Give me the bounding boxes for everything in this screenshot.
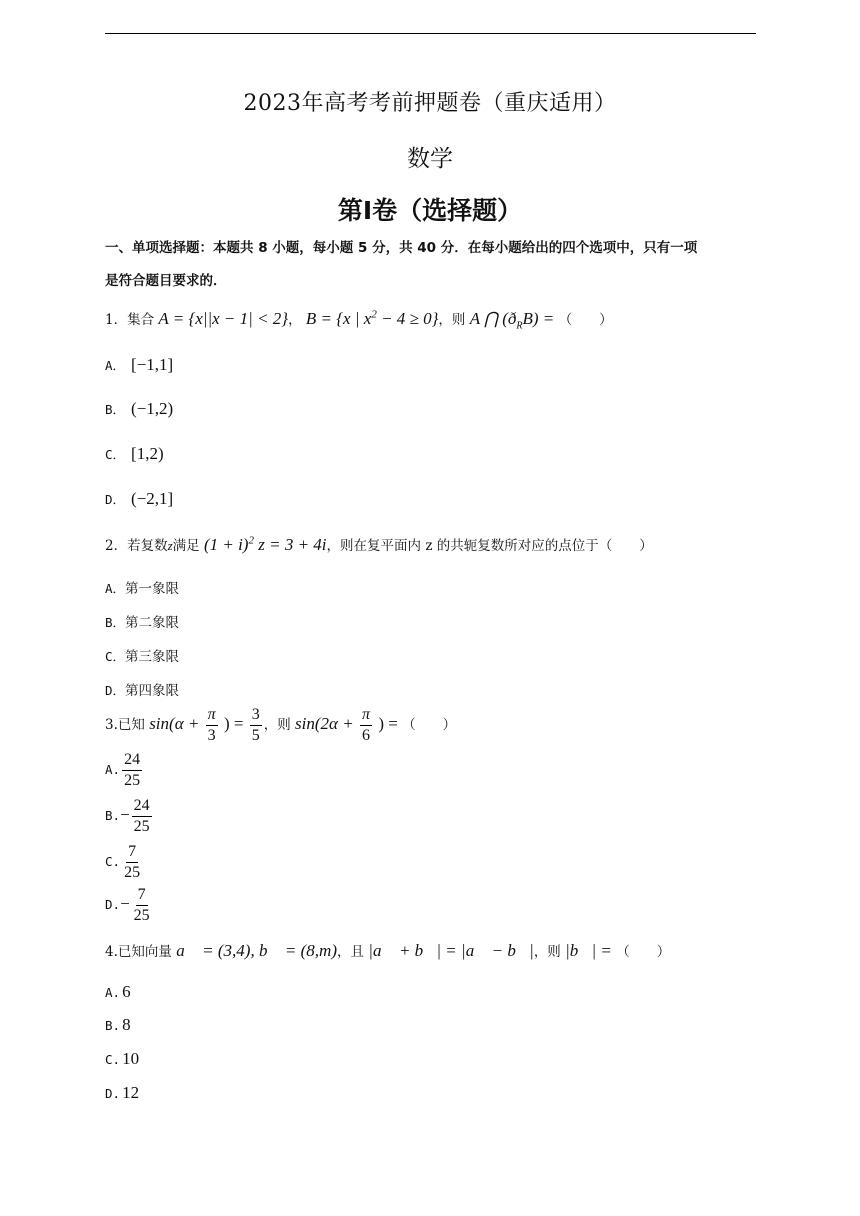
q3-answer-paren: （ ） [402, 717, 457, 733]
question-3 [105, 705, 456, 746]
question-2 [105, 534, 653, 555]
instructions-line1: 一、单项选择题：本题共 8 小题，每小题 5 分，共 40 分．在每小题给出的四个选项中，只有一项 [105, 240, 698, 256]
q2-expression: $(1 + i)^2$ z = 3 + 4i [203, 534, 327, 554]
q3-option-c: C. $\frac{7}{25}$ [105, 843, 141, 881]
q4-option-d: D. 12 [105, 1083, 140, 1102]
q4-option-b: B. 8 [105, 1015, 131, 1034]
q4-and: ，且 [337, 944, 364, 960]
instructions-line2: 是符合题目要求的． [105, 273, 227, 289]
q1-comma: ， [288, 312, 302, 328]
q4-option-c: C. 10 [105, 1049, 140, 1068]
exam-title: 2023年高考考前押题卷（重庆适用） [243, 91, 617, 116]
q3-sin-right: sin(2α + [295, 714, 354, 733]
q3-fraction-3-5: $\frac{3}{5}$ [251, 706, 260, 744]
q4-vectors: a⃗ = (3,4), b⃗ = (8,m) [176, 941, 337, 960]
q2-option-a: A．第一象限 [105, 581, 180, 597]
q1-number: 1． [105, 312, 128, 328]
q3-sin-left: sin(α + [149, 714, 200, 733]
q2-option-b: B．第二象限 [105, 615, 180, 631]
q1-lead: 集合 [127, 312, 155, 328]
section-title: 第Ⅰ卷（选择题） [337, 196, 523, 225]
q3-option-b: B.− $\frac{24}{25}$ [105, 797, 150, 835]
q4-ask: |b⃗| = [565, 941, 612, 960]
q1-option-b: B． (−1,2) [105, 399, 174, 418]
q3-option-a: A. $\frac{24}{25}$ [105, 751, 141, 789]
q1-option-a: A． [−1,1] [105, 355, 174, 374]
q3-equals-2: ) = [378, 714, 398, 733]
q4-lead: 已知向量 [117, 944, 172, 960]
header-rule [105, 33, 756, 34]
q2-lead: 若复数 [127, 538, 168, 554]
q4-condition: |a⃗ + b⃗| = |a⃗ − b⃗| [368, 941, 534, 960]
q3-number: 3. [105, 717, 118, 733]
q1-set-a: A = {x||x − 1| < 2} [158, 309, 289, 328]
q2-option-c: C．第三象限 [105, 649, 180, 665]
question-1 [105, 308, 613, 331]
q3-pi-over-6: $\frac{\pi}{6}$ [362, 706, 371, 744]
q1-then: ，则 [438, 312, 466, 328]
q1-answer-paren: （ ） [558, 312, 613, 328]
q4-number: 4. [105, 944, 118, 960]
q2-option-d: D．第四象限 [105, 683, 180, 699]
q4-answer-paren: （ ） [616, 944, 671, 960]
q3-pi-over-3: $\frac{\pi}{3}$ [207, 706, 216, 744]
question-4 [105, 940, 670, 961]
q4-then: ，则 [533, 944, 561, 960]
instructions [105, 232, 755, 298]
q1-option-d: D． (−2,1] [105, 489, 174, 508]
q2-number: 2． [105, 538, 128, 554]
q2-satisfy: 满足 [172, 538, 200, 554]
q2-text: ，则在复平面内 z 的共轭复数所对应的点位于（ ） [326, 538, 653, 554]
q4-option-a: A. 6 [105, 982, 131, 1001]
subject-title: 数学 [407, 146, 453, 172]
q2-z: z [167, 538, 173, 553]
q3-equals: ) = [223, 714, 244, 733]
q1-option-c: C． [1,2) [105, 444, 164, 463]
q1-expression: A ⋂ $(ð_RB)$ = [469, 309, 555, 332]
q3-then: ，则 [263, 717, 291, 733]
q3-option-d: D.− $\frac{7}{25}$ [105, 886, 150, 924]
q3-lead: 已知 [117, 717, 145, 733]
q1-set-b: B = {x | $x^2 - 4 \ge 0$} [305, 308, 439, 328]
